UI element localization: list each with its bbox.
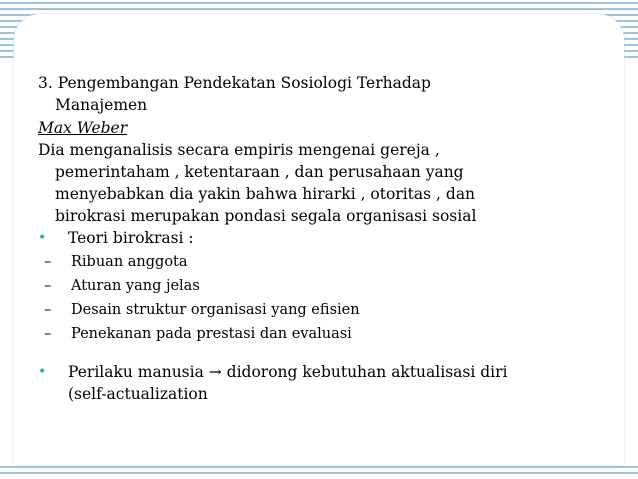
bullet-icon: • — [38, 230, 47, 246]
dash-icon: – — [44, 278, 52, 294]
author-name: Max Weber — [38, 119, 128, 137]
sub-item: – Desain struktur organisasi yang efisien — [38, 299, 613, 321]
description-paragraph: Dia menganalisis secara empiris mengenai gereja , pemerintaham , ketentaraan , dan perusahaan yang menyebabkan dia yakin bahwa hirarki , otoritas , dan birokrasi merupakan pondasi segala organisasi sosial — [38, 141, 477, 225]
sub-item: – Penekanan pada prestasi dan evaluasi — [38, 323, 613, 345]
bullet-teori-birokrasi: • Teori birokrasi : — [38, 229, 194, 247]
bullet-perilaku-manusia: • Perilaku manusia → didorong kebutuhan aktualisasi diri (self-actualization — [38, 363, 508, 403]
bullet-icon: • — [38, 364, 47, 380]
sub-item: – Aturan yang jelas — [38, 275, 613, 297]
sub-item: – Ribuan anggota — [38, 251, 613, 273]
heading: 3. Pengembangan Pendekatan Sosiologi Terhadap Manajemen — [38, 74, 431, 114]
dash-icon: – — [44, 326, 52, 342]
dash-icon: – — [44, 302, 52, 318]
frame-stripes-bottom — [0, 465, 638, 479]
slide-content — [38, 72, 613, 405]
dash-icon: – — [44, 254, 52, 270]
